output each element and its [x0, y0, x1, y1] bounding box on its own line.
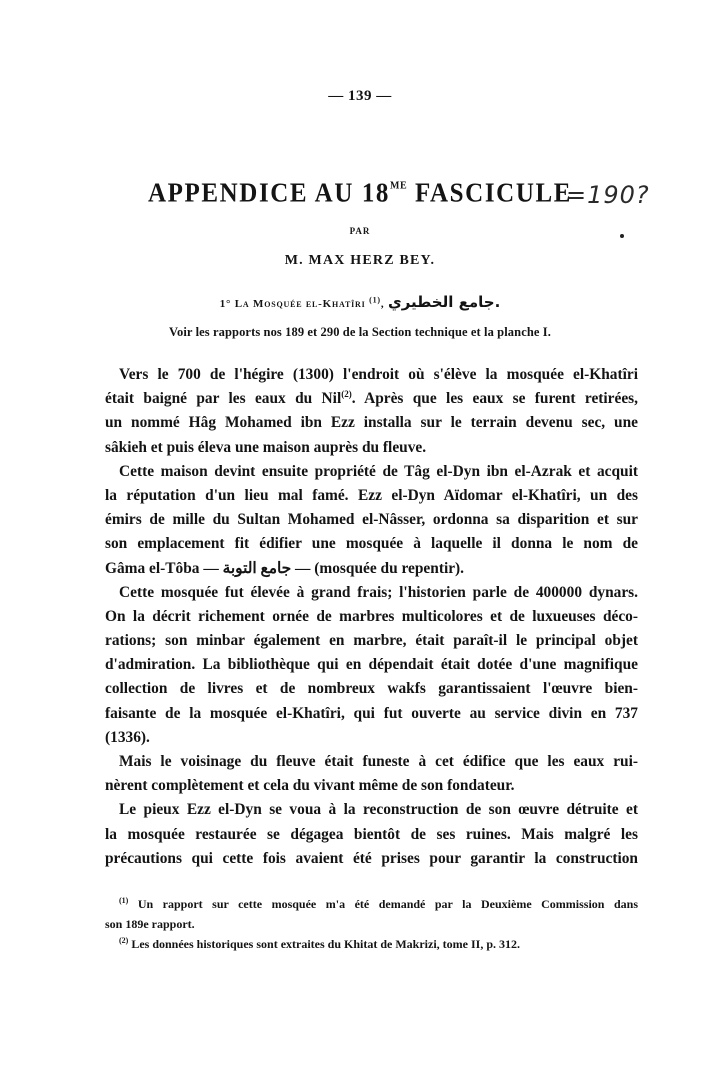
footnote-number: (2): [119, 936, 129, 945]
body-line: Le pieux Ezz el-Dyn se voua à la reconstruction de son œuvre détruite et: [119, 801, 638, 819]
body-line: faisante de la mosquée el-Khatîri, qui fut ouverte au service divin en 737: [105, 704, 638, 722]
section-separator: ,: [380, 298, 385, 310]
body-line: Cette maison devint ensuite propriété de Tâg el-Dyn ibn el-Azrak et acquit: [119, 462, 638, 480]
handwritten-annotation: =190?: [566, 181, 650, 209]
footnote-line: $^{(1)}$ Un rapport sur cette mosquée m'a été demandé par la Deuxième Commission dans: [119, 896, 638, 911]
body-line: était baigné par les eaux du Nil$^{(2)}$. Après que les eaux se furent retirées,: [105, 389, 638, 408]
body-line: son emplacement fit édifier une mosquée à laquelle il donna le nom de: [105, 535, 638, 553]
body-line: (1336).: [105, 728, 150, 746]
body-line: la réputation d'un lieu mal famé. Ezz el-Dyn Aïdomar el-Khatîri, un des: [105, 486, 638, 504]
title-tail: FASCICULE: [407, 178, 573, 209]
section-arabic-name: جامع الخطيري.: [387, 293, 501, 311]
footnote-line: son 189e rapport.: [105, 917, 195, 931]
appendix-title: [148, 179, 572, 209]
author-name: M. MAX HERZ BEY.: [284, 253, 436, 268]
body-line: sâkieh et puis éleva une maison auprès du fleuve.: [105, 438, 427, 456]
body-line: Cette mosquée fut élevée à grand frais; l'historien parle de 400000 dynars.: [119, 583, 638, 601]
title-superscript: ME: [390, 179, 408, 192]
footnote-line: $^{(2)}$ Les données historiques sont extraites du Khitat de Makrizi, tome II, p. 312.: [119, 936, 520, 951]
body-line: On la décrit richement ornée de marbres multicolores et de luxueuses déco-: [105, 607, 638, 625]
body-line: rations; son minbar également en marbre, était paraît-il le principal objet: [105, 632, 638, 650]
footnote-mark: (2): [341, 389, 352, 400]
page-number: — 139 —: [328, 88, 392, 104]
section-reference: Voir les rapports nos 189 et 290 de la Section technique et la planche I.: [169, 325, 551, 339]
section-heading: [0, 293, 720, 311]
body-line: un nommé Hâg Mohamed ibn Ezz installa sur le terrain devenu sec, une: [105, 414, 638, 432]
body-line: Mais le voisinage du fleuve était funeste à cet édifice que les eaux rui-: [119, 753, 638, 770]
body-line: la mosquée restaurée se dégagea bientôt de ses ruines. Mais malgré les: [105, 825, 638, 843]
title-main: APPENDICE AU 18: [147, 178, 391, 209]
body-line: nèrent complètement et cela du vivant même de son fondateur.: [105, 777, 515, 795]
section-note-mark: (1): [369, 295, 381, 305]
footnote-number: (1): [119, 896, 129, 905]
body-line: précautions qui cette fois avaient été prises pour garantir la construction: [105, 849, 638, 867]
body-line: Vers le 700 de l'hégire (1300) l'endroit où s'élève la mosquée el-Khatîri: [119, 366, 638, 383]
section-name: La Mosquée el-Khatîri: [234, 298, 366, 310]
body-line: d'admiration. La bibliothèque qui en dépendait était dotée d'une magnifique: [105, 656, 638, 674]
section-number: 1°: [219, 298, 232, 310]
body-line: Gâma el-Tôba — جامع التوبة — (mosquée du repentir).: [105, 559, 465, 577]
by-label: PAR: [349, 226, 371, 236]
footnotes: [105, 894, 638, 954]
body-line: collection de livres et de nombreux wakfs garantissaient l'œuvre bien-: [105, 680, 638, 698]
body-text: [105, 363, 638, 871]
body-line: émirs de mille du Sultan Mohamed el-Nâsser, ordonna sa disparition et sur: [105, 511, 638, 529]
